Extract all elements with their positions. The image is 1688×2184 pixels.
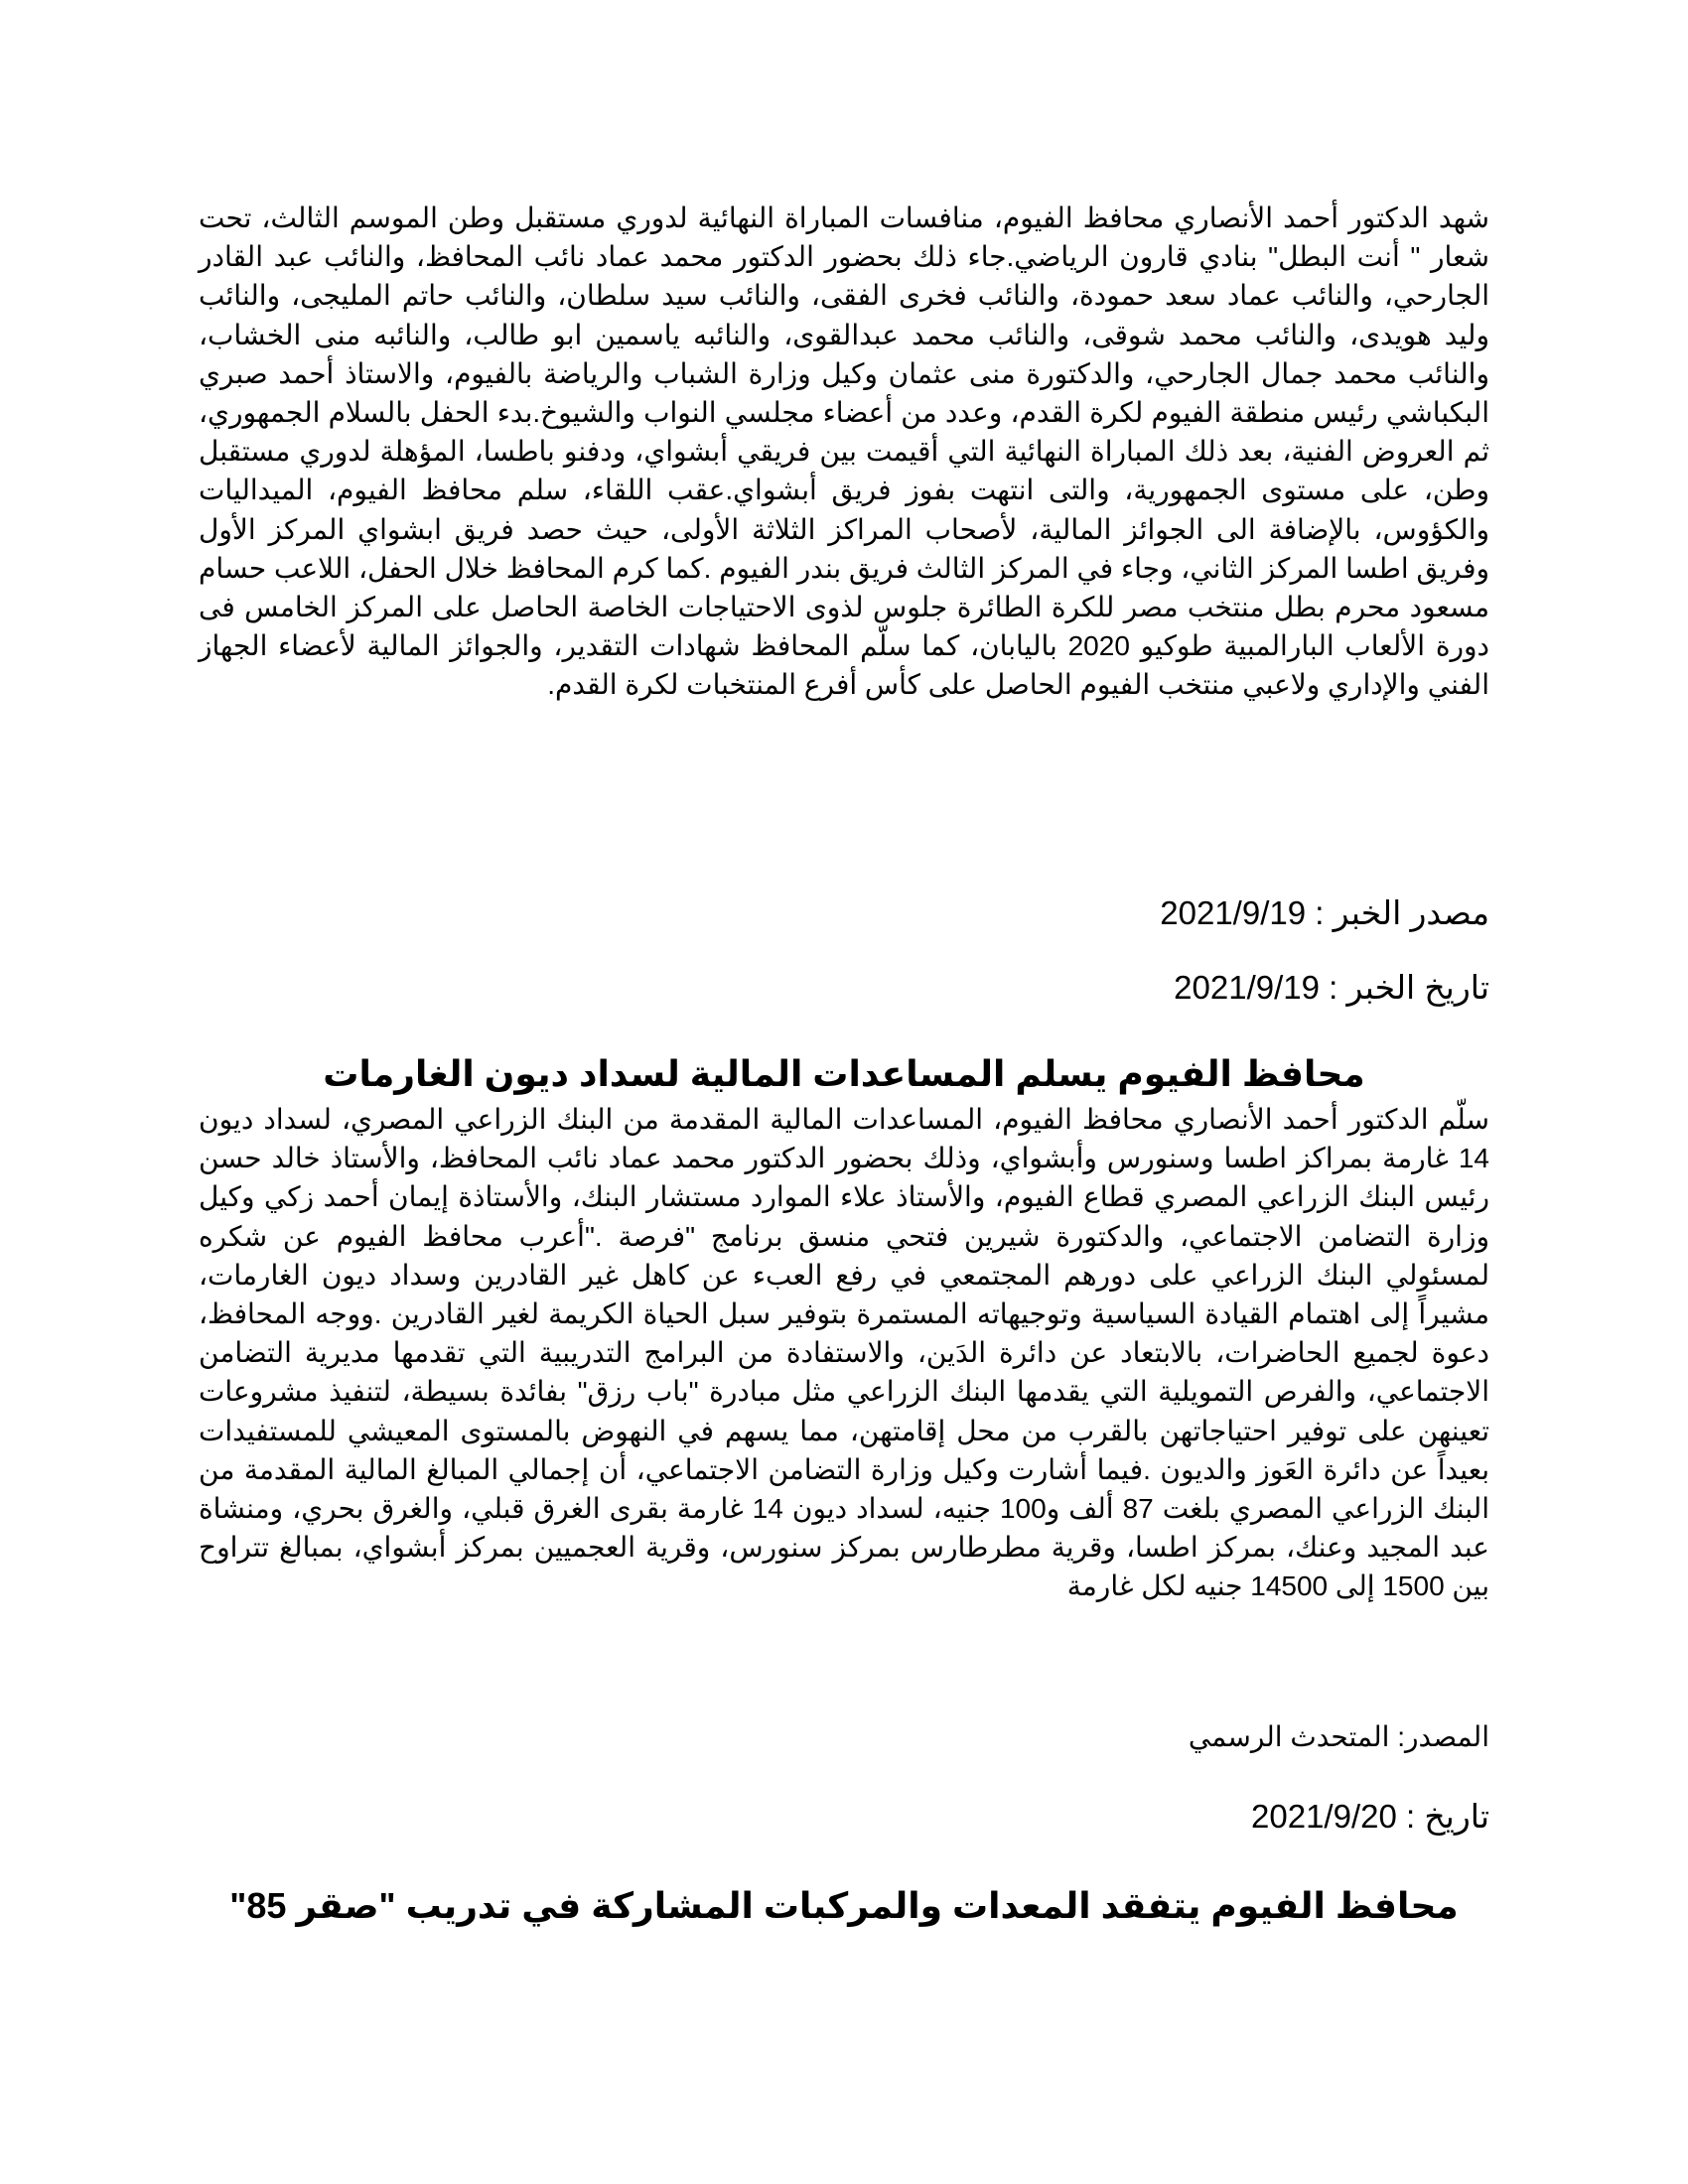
article-1-source	[1160, 893, 1489, 933]
date-value: 2021/9/19	[1174, 969, 1320, 1006]
source-label: مصدر الخبر :	[1315, 894, 1489, 931]
date-label: تاريخ الخبر :	[1329, 969, 1489, 1006]
source-value: 2021/9/19	[1160, 894, 1307, 931]
article-2-headline: محافظ الفيوم يسلم المساعدات المالية لسداد ديون الغارمات	[323, 1053, 1365, 1094]
article-3-headline: محافظ الفيوم يتفقد المعدات والمركبات المشاركة في تدريب "صقر 85"	[229, 1885, 1459, 1926]
article-2-source: المصدر: المتحدث الرسمي	[1188, 1721, 1489, 1752]
article-1-date	[1174, 968, 1489, 1008]
date-label: تاريخ :	[1406, 1798, 1489, 1835]
article-2-date	[1251, 1797, 1489, 1837]
article-1-body: شهد الدكتور أحمد الأنصاري محافظ الفيوم، منافسات المباراة النهائية لدوري مستقبل وطن الموسم الثالث، تحت شعار " أنت البطل" بنادي قارون الرياضي.جاء ذلك بحضور الدكتور محمد عماد نائب المحافظ، والنائب عبد القادر الجارحي، والنائب عماد سعد حمودة، والنائب فخرى الفقى، والنائب سيد سلطان، والنائب حاتم المليجى، والنائب وليد هويدى، والنائب محمد شوقى، والنائب محمد عبدالقوى، والنائبه ياسمين ابو طالب، والنائبه منى الخشاب، والنائب محمد جمال الجارحي، والدكتورة منى عثمان وكيل وزارة الشباب والرياضة بالفيوم، والاستاذ أحمد صبري البكباشي رئيس منطقة الفيوم لكرة القدم، وعدد من أعضاء مجلسي النواب والشيوخ.بدء الحفل بالسلام الجمهوري، ثم العروض الفنية، بعد ذلك المباراة النهائية التي أقيمت بين فريقي أبشواي، ودفنو باطسا، المؤهلة لدوري مستقبل وطن، على مستوى الجمهورية، والتى انتهت بفوز فريق أبشواي.عقب اللقاء، سلم محافظ الفيوم، الميداليات والكؤوس، بالإضافة الى الجوائز المالية، لأصحاب المراكز الثلاثة الأولى، حيث حصد فريق ابشواي المركز الأول وفريق اطسا المركز الثاني، وجاء في المركز الثالث فريق بندر الفيوم .كما كرم المحافظ خلال الحفل، اللاعب حسام مسعود محرم بطل منتخب مصر للكرة الطائرة جلوس لذوى الاحتياجات الخاصة الحاصل على المركز الخامس فى دورة الألعاب البارالمبية طوكيو 2020 باليابان، كما سلّم المحافظ شهادات التقدير، والجوائز المالية لأعضاء الجهاز الفني والإداري ولاعبي منتخب الفيوم الحاصل على كأس أفرع المنتخبات لكرة القدم.	[199, 203, 1489, 701]
date-value: 2021/9/20	[1251, 1798, 1397, 1835]
article-2-body: سلّم الدكتور أحمد الأنصاري محافظ الفيوم، المساعدات المالية المقدمة من البنك الزراعي المصري، لسداد ديون 14 غارمة بمراكز اطسا وسنورس وأبشواي، وذلك بحضور الدكتور محمد عماد نائب المحافظ، والأستاذ خالد حسن رئيس البنك الزراعي المصري قطاع الفيوم، والأستاذ علاء الموارد مستشار البنك، والأستاذة إيمان أحمد زكي وكيل وزارة التضامن الاجتماعي، والدكتورة شيرين فتحي منسق برنامج "فرصة ."أعرب محافظ الفيوم عن شكره لمسئولي البنك الزراعي على دورهم المجتمعي في رفع العبء عن كاهل غير القادرين وسداد ديون الغارمات، مشيراً إلى اهتمام القيادة السياسية وتوجيهاته المستمرة بتوفير سبل الحياة الكريمة لغير القادرين .ووجه المحافظ، دعوة لجميع الحاضرات، بالابتعاد عن دائرة الدَين، والاستفادة من البرامج التدريبية التي تقدمها مديرية التضامن الاجتماعي، والفرص التمويلية التي يقدمها البنك الزراعي مثل مبادرة "باب رزق" بفائدة بسيطة، لتنفيذ مشروعات تعينهن على توفير احتياجاتهن بالقرب من محل إقامتهن، مما يسهم في النهوض بالمستوى المعيشي للمستفيدات بعيداً عن دائرة العَوز والديون .فيما أشارت وكيل وزارة التضامن الاجتماعي، أن إجمالي المبالغ المالية المقدمة من البنك الزراعي المصري بلغت 87 ألف و100 جنيه، لسداد ديون 14 غارمة بقرى الغرق قبلي، والغرق بحري، ومنشاة عبد المجيد وعنك، بمركز اطسا، وقرية مطرطارس بمركز سنورس، وقرية العجميين بمركز أبشواي، بمبالغ تتراوح بين 1500 إلى 14500 جنيه لكل غارمة	[199, 1104, 1489, 1602]
